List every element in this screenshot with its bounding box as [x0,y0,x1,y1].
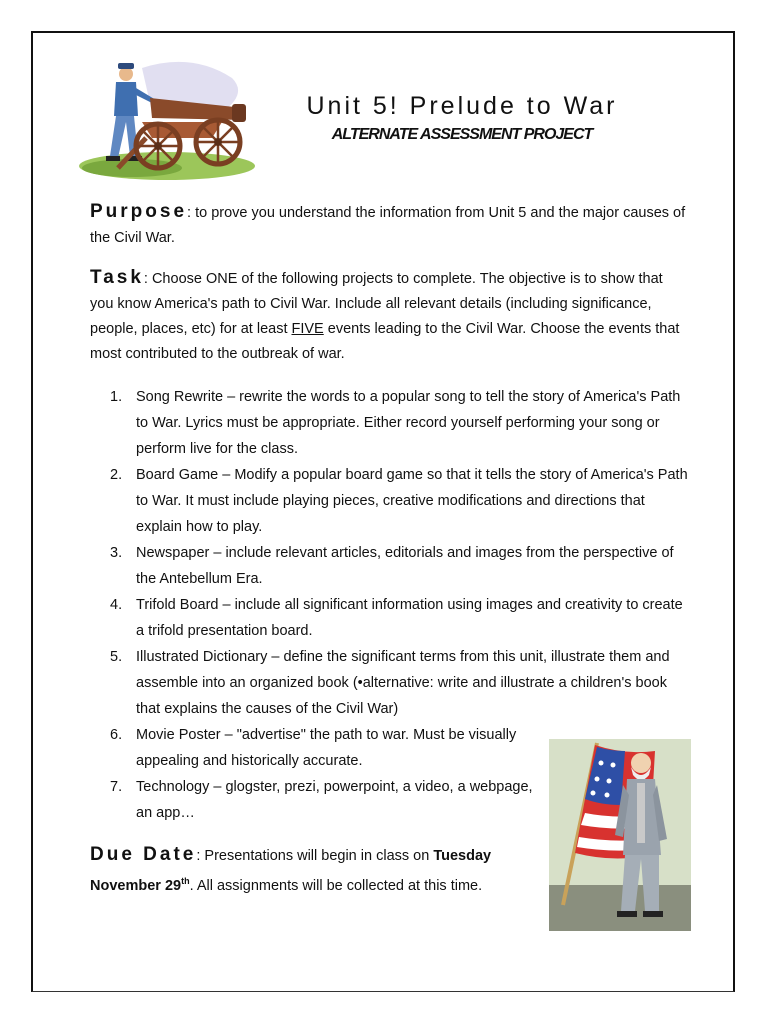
project-item [110,540,690,592]
general-flag-illustration [545,735,695,935]
page-title: Unit 5! Prelude to War [306,92,618,120]
task-heading: Task [90,267,144,288]
purpose-text: : to prove you understand the information from Unit 5 and the major causes of the Civil War. [90,205,686,246]
project-item [110,592,690,644]
page-subtitle: ALTERNATE ASSESSMENT PROJECT [331,126,593,143]
project-number: 2. [110,467,123,483]
project-text: Song Rewrite – rewrite the words to a popular song to tell the story of America's Path to War. Lyrics must be appropriate. Either record yourself performing your song or perform live for the class. [136,389,681,457]
project-text: Technology – glogster, prezi, powerpoint, a video, a webpage, an app… [136,779,533,821]
project-text: Board Game – Modify a popular board game so that it tells the story of America's Path to War. It must include playing pieces, creative modifications and directions that explain how to play. [136,467,688,535]
project-number: 1. [110,389,123,405]
due-date-text-before: : Presentations will begin in class on [196,848,434,864]
project-text: Newspaper – include relevant articles, editorials and images from the perspective of the Antebellum Era. [136,545,674,587]
project-text: Illustrated Dictionary – define the significant terms from this unit, illustrate them and assemble into an organized book (•alternative: write and illustrate a children's book that explains the causes of the Civil War) [136,649,670,717]
project-number: 6. [110,727,123,743]
task-paragraph [90,265,690,367]
due-date-paragraph [90,842,530,899]
due-date-value: Tuesday November 29 [90,848,492,894]
due-date-text-after: . All assignments will be collected at this time. [189,877,483,894]
project-number: 7. [110,779,123,795]
project-number: 3. [110,545,123,561]
project-item [110,462,690,540]
purpose-paragraph [90,199,690,251]
project-text: Movie Poster – "advertise" the path to war. Must be visually appealing and historically accurate. [136,727,517,769]
purpose-heading: Purpose [90,201,188,222]
project-item [110,722,546,774]
task-emphasis-five: FIVE [291,321,324,337]
due-date-heading: Due Date [90,844,197,865]
project-item [110,644,690,722]
task-text-after: events leading to the Civil War. Choose the events that most contributed to the outbreak of war. [90,321,680,362]
project-number: 4. [110,597,123,613]
project-number: 5. [110,649,123,665]
project-item [110,774,546,826]
cannon-soldier-illustration [72,56,256,184]
project-item [110,384,690,462]
project-text: Trifold Board – include all significant information using images and creativity to create a trifold presentation board. [136,597,683,639]
due-date-suffix: th [181,876,190,886]
task-text-before: : Choose ONE of the following projects to complete. The objective is to show that you know America's path to Civil War. Include all relevant details (including significance, people, places, etc) for at least [90,271,663,337]
